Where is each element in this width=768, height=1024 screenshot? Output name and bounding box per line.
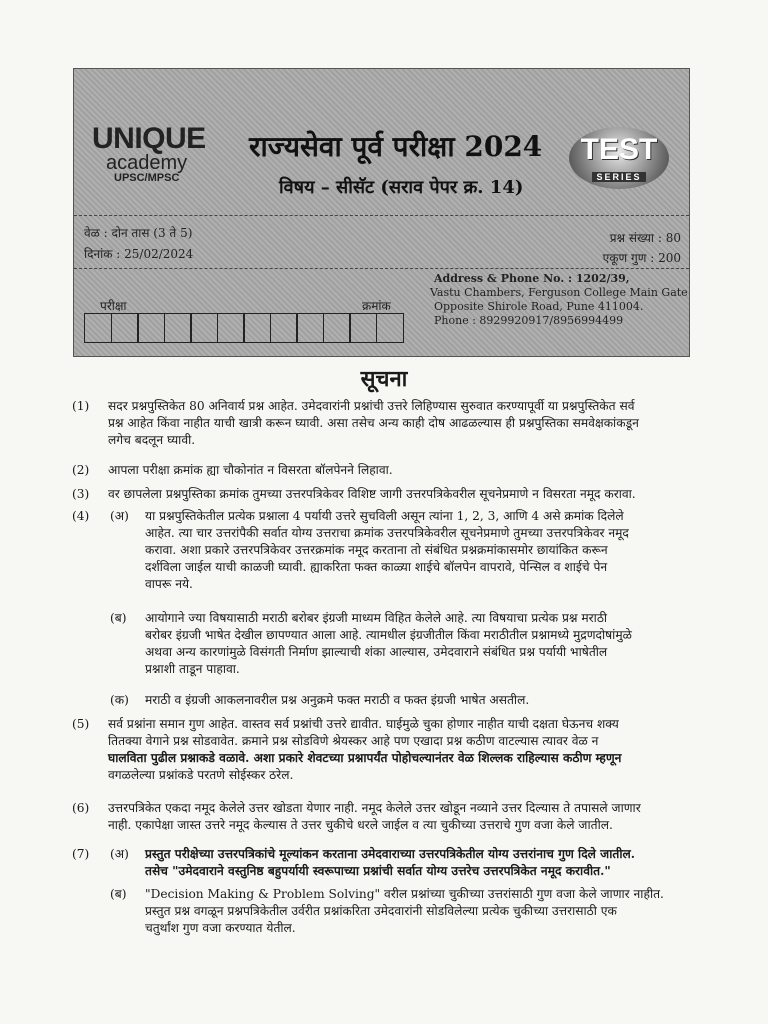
- badge-sub-text: SERIES: [592, 172, 645, 182]
- sub-item-label: (अ): [110, 847, 129, 861]
- address-line: Address & Phone No. : 1202/39,: [434, 272, 630, 285]
- line: प्रस्तुत प्रश्न वगळून प्रश्नपत्रिकेतील उर्वरीत प्रश्नांकरिता उमेदवारांनी सोडविलेल्या प्रत्येक चुकीच्या उत्तरासाठी एक: [145, 904, 617, 918]
- line: वगळलेल्या प्रश्नांकडे परतणे सोईस्कर ठरेल.: [108, 768, 294, 782]
- item-number: (1): [72, 399, 90, 413]
- instruction-item-7a: [145, 846, 710, 880]
- sub-item-label: (ब): [110, 887, 127, 901]
- roll-box: [84, 313, 112, 343]
- line: चतुर्थांश गुण वजा करण्यात येतील.: [145, 921, 296, 935]
- item-number: (6): [72, 801, 90, 815]
- logo-upsc-text: UPSC/MPSC: [114, 172, 180, 184]
- line: अथवा अन्य कारणांमुळे विसंगती निर्माण झाल्याची शंका आल्यास, उमेदवाराने संबंधित प्रश्न पर्यायी भाषेतील: [145, 645, 608, 659]
- line: सदर प्रश्नपुस्तिकेत 80 अनिवार्य प्रश्न आहेत. उमेदवारांनी प्रश्नांची उत्तरे लिहिण्यास सुरुवात करण्यापूर्वी या प्रश्नपुस्तिकेत सर्व: [108, 399, 635, 413]
- total-marks: एकूण गुण : 200: [602, 251, 681, 265]
- address-line: Opposite Shirole Road, Pune 411004.: [434, 300, 644, 313]
- line: प्रस्तुत परीक्षेच्या उत्तरपत्रिकांचे मूल्यांकन करताना उमेदवाराच्या उत्तरपत्रिकेतील योग्य उत्तरांनाच गुण दिले जातील.: [145, 847, 635, 861]
- line: बरोबर इंग्रजी भाषेत देखील छापण्यात आला आहे. त्यामधील इंग्रजीतील किंवा मराठीतील प्रश्नामध्ये मुद्रणदोषांमुळे: [145, 628, 632, 642]
- line: उत्तरपत्रिकेत एकदा नमूद केलेले उत्तर खोडता येणार नाही. नमूद केलेले उत्तर खोडून नव्याने उत्तर दिल्यास ते तपासले जाणार: [108, 801, 641, 815]
- line: प्रश्न आहेत किंवा नाहीत याची खात्री करून घ्यावी. असा तसेच अन्य काही दोष आढळल्यास ही प्रश्नपुस्तिका समवेक्षकांकडून: [108, 416, 639, 430]
- line: आहेत. त्या चार उत्तरांपैकी सर्वात योग्य उत्तराचा क्रमांक उत्तरपत्रिकेवरील सूचनेप्रमाणे तुमच्या उत्तरपत्रिकेवर नमूद: [145, 526, 629, 540]
- line: प्रश्नाशी ताडून पाहावा.: [145, 662, 240, 676]
- instruction-item-3: [108, 486, 708, 503]
- kramank-label: क्रमांक: [362, 299, 391, 313]
- roll-box: [111, 313, 139, 343]
- line: करावा. अशा प्रकारे उत्तरपत्रिकेवर उत्तरक्रमांक नमूद करताना तो संबंधित प्रश्नक्रमांकासमोर छायांकित करून: [145, 543, 608, 557]
- line: "Decision Making & Problem Solving" वरील प्रश्नांच्या चुकीच्या उत्तरांसाठी गुण वजा केले जाणार नाहीत.: [145, 887, 664, 901]
- unique-academy-logo: [92, 124, 242, 184]
- roll-box: [349, 313, 377, 343]
- item-number: (5): [72, 717, 90, 731]
- header-banner: [73, 68, 690, 357]
- sub-item-label: (ब): [110, 611, 127, 625]
- logo-sub-text: academy: [106, 152, 188, 174]
- sub-item-label: (क): [110, 693, 129, 707]
- test-series-badge: [569, 127, 669, 189]
- exam-title: राज्यसेवा पूर्व परीक्षा 2024: [249, 130, 543, 163]
- instruction-item-4b: [145, 610, 710, 678]
- roll-box: [164, 313, 192, 343]
- line: नाही. एकापेक्षा जास्त उत्तरे नमूद केल्यास ते उत्तर चुकीचे धरले जाईल व त्या चुकीच्या उत्तराचे गुण वजा केले जातील.: [108, 818, 613, 832]
- item-number: (7): [72, 847, 90, 861]
- roll-box: [190, 313, 218, 343]
- instruction-item-2: [108, 462, 708, 479]
- line: घालविता पुढील प्रश्नाकडे वळावे. अशा प्रकारे शेवटच्या प्रश्नापर्यंत पोहोचल्यानंतर वेळ शिल्लक राहिल्यास कठीण म्हणून: [108, 751, 622, 765]
- exam-date: दिनांक : 25/02/2024: [84, 247, 194, 261]
- roll-box: [217, 313, 245, 343]
- roll-box: [137, 313, 165, 343]
- line: लगेच बदलून घ्यावी.: [108, 433, 196, 447]
- divider: [74, 215, 689, 217]
- item-number: (2): [72, 463, 90, 477]
- sub-item-label: (अ): [110, 509, 129, 523]
- line: तितक्या वेगाने प्रश्न सोडवावेत. क्रमाने प्रश्न सोडविणे श्रेयस्कर आहे पण एखादा प्रश्न कठीण वाटल्यास त्यावर वेळ न: [108, 734, 599, 748]
- instruction-item-7b: [145, 886, 710, 937]
- instructions-title: सूचना: [360, 366, 408, 392]
- line: वर छापलेला प्रश्नपुस्तिका क्रमांक तुमच्या उत्तरपत्रिकेवर विशिष्ट जागी उत्तरपत्रिकेवरील सूचनेप्रमाणे न विसरता नमूद करावा.: [108, 487, 636, 501]
- line: तसेच "उमेदवाराने वस्तुनिष्ठ बहुपर्यायी स्वरूपाच्या प्रश्नांची सर्वात योग्य उत्तरेच उत्तरपत्रिकेत नमूद करावीत.": [145, 864, 611, 878]
- roll-box: [296, 313, 324, 343]
- logo-main-text: UNIQUE: [92, 122, 206, 155]
- instruction-item-5: [108, 716, 708, 784]
- line: आपला परीक्षा क्रमांक ह्या चौकोनांत न विसरता बॉलपेनने लिहावा.: [108, 463, 393, 477]
- address-line: Vastu Chambers, Ferguson College Main Gate: [430, 286, 688, 299]
- exam-subject: विषय – सीसॅट (सराव पेपर क्र. 14): [279, 177, 524, 198]
- instruction-item-4c: [145, 692, 710, 709]
- item-number: (4): [72, 509, 90, 523]
- line: वापरू नये.: [145, 577, 193, 591]
- divider: [74, 268, 689, 270]
- line: या प्रश्नपुस्तिकेतील प्रत्येक प्रश्नाला 4 पर्यायी उत्तरे सुचविली असून त्यांना 1, 2, 3, आणि 4 असे क्रमांक दिलेले: [145, 509, 624, 523]
- line: आयोगाने ज्या विषयासाठी मराठी बरोबर इंग्रजी माध्यम विहित केलेले आहे. त्या विषयाचा प्रत्येक प्रश्न मराठी: [145, 611, 608, 625]
- line: दर्शविला जाईल याची काळजी घ्यावी. ह्याकरिता फक्त काळ्या शाईचे बॉलपेन वापरावे, पेन्सिल व शाईचे पेन: [145, 560, 608, 574]
- roll-box: [376, 313, 404, 343]
- instruction-item-1: [108, 398, 708, 449]
- roll-box: [243, 313, 271, 343]
- line: मराठी व इंग्रजी आकलनावरील प्रश्न अनुक्रमे फक्त मराठी व फक्त इंग्रजी भाषेत असतील.: [145, 693, 530, 707]
- instruction-item-4a: [145, 508, 710, 593]
- address-line: Phone : 8929920917/8956994499: [434, 314, 624, 327]
- address-block: [430, 272, 688, 328]
- line: सर्व प्रश्नांना समान गुण आहेत. वास्तव सर्व प्रश्नांची उत्तरे द्यावीत. घाईमुळे चुका होणार नाहीत याची दक्षता घेऊनच शक्य: [108, 717, 619, 731]
- instruction-item-6: [108, 800, 708, 834]
- pariksha-label: परीक्षा: [100, 299, 127, 313]
- badge-main-text: TEST: [580, 133, 658, 166]
- roll-number-boxes: [84, 313, 402, 343]
- question-count: प्रश्न संख्या : 80: [609, 231, 681, 245]
- exam-time: वेळ : दोन तास (3 ते 5): [84, 226, 193, 240]
- item-number: (3): [72, 487, 90, 501]
- roll-box: [323, 313, 351, 343]
- roll-box: [270, 313, 298, 343]
